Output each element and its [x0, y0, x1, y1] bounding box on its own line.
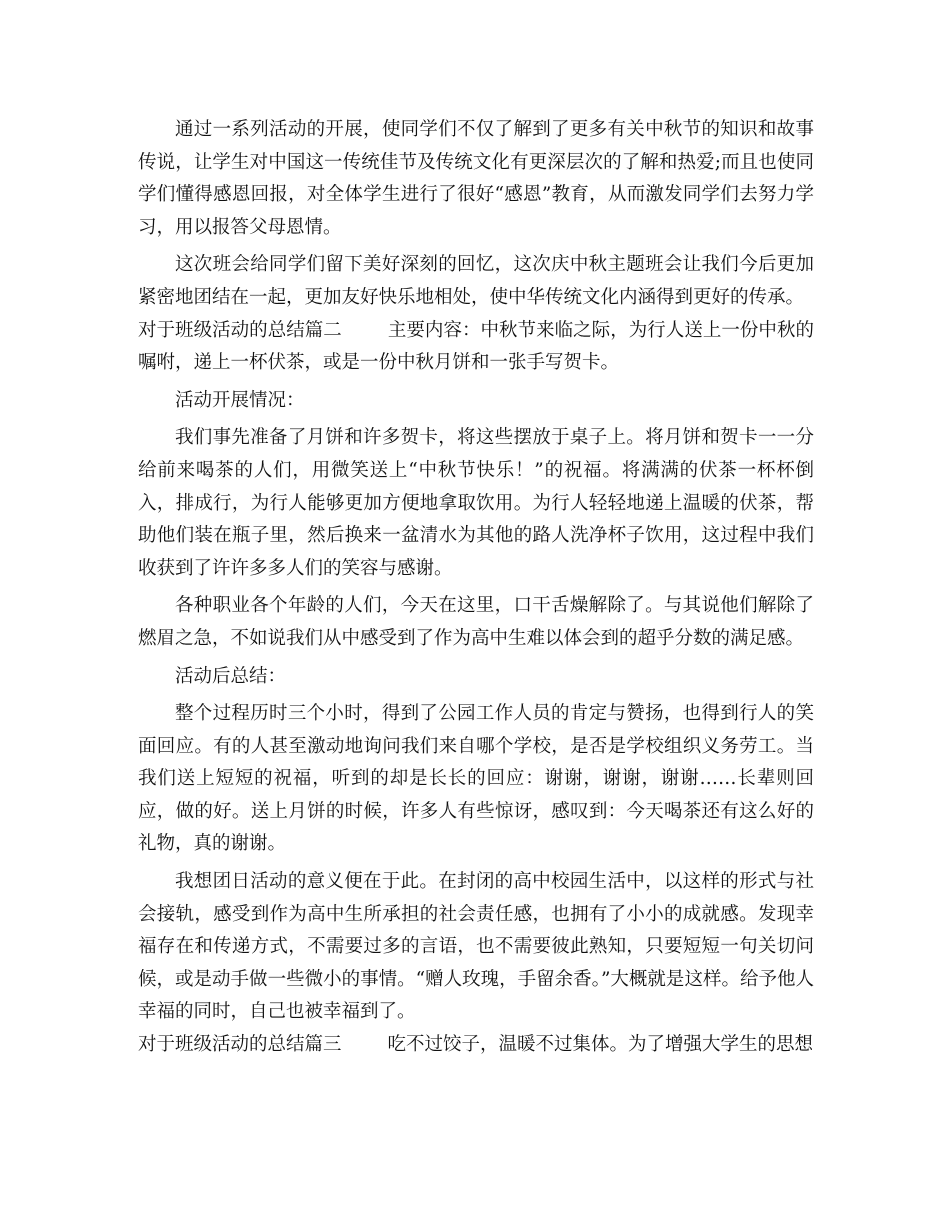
paragraph-process: 整个过程历时三个小时，得到了公园工作人员的肯定与赞扬，也得到行人的笑面回应。有的人甚至激动地询问我们来自哪个学校，是否是学校组织义务劳工。当我们送上短短的祝福，听到的却是长长的回应：谢谢，谢谢，谢谢……长辈则回应，做的好。送上月饼的时候，许多人有些惊讶，感叹到：今天喝茶还有这么好的礼物，真的谢谢。	[138, 703, 814, 855]
section-three-text: 吃不过饺子，温暖不过集体。为了增强大学生的思想	[387, 1034, 814, 1056]
section-three	[138, 1029, 814, 1062]
subheading-after-activity: 活动后总结：	[175, 665, 287, 687]
paragraph-people: 各种职业各个年龄的人们，今天在这里，口干舌燥解除了。与其说他们解除了燃眉之急，不如说我们从中感受到了作为高中生难以体会到的超乎分数的满足感。	[138, 595, 814, 649]
paragraph-class-meeting: 这次班会给同学们留下美好深刻的回忆，这次庆中秋主题班会让我们今后更加紧密地团结在一起，更加友好快乐地相处，使中华传统文化内涵得到更好的传承。	[138, 254, 814, 308]
section-two-title: 对于班级活动的总结篇二	[138, 319, 342, 341]
subheading-activity-status: 活动开展情况：	[175, 389, 305, 411]
paragraph-preparation: 我们事先准备了月饼和许多贺卡，将这些摆放于桌子上。将月饼和贺卡一一分给前来喝茶的人们，用微笑送上“中秋节快乐！”的祝福。将满满的伏茶一杯杯倒入，排成行，为行人能够更加方便地拿取饮用。为行人轻轻地递上温暖的伏茶，帮助他们装在瓶子里，然后换来一盆清水为其他的路人洗净杯子饮用，这过程中我们收获到了许许多多人们的笑容与感谢。	[138, 427, 814, 579]
document-body	[138, 114, 814, 1062]
section-two	[138, 315, 814, 380]
paragraph-meaning: 我想团日活动的意义便在于此。在封闭的高中校园生活中，以这样的形式与社会接轨，感受到作为高中生所承担的社会责任感，也拥有了小小的成就感。发现幸福存在和传递方式，不需要过多的言语，也不需要彼此熟知，只要短短一句关切问候，或是动手做一些微小的事情。“赠人玫瑰，手留余香。”大概就是这样。给予他人幸福的同时，自己也被幸福到了。	[138, 871, 814, 1023]
section-three-title: 对于班级活动的总结篇三	[138, 1034, 342, 1056]
section-two-text: 主要内容：中秋节来临之际，为行人送上一份中秋的嘱咐，递上一杯伏茶，或是一份中秋月饼和一张手写贺卡。	[138, 319, 814, 374]
paragraph-activity-summary: 通过一系列活动的开展，使同学们不仅了解到了更多有关中秋节的知识和故事传说，让学生对中国这一传统佳节及传统文化有更深层次的了解和热爱;而且也使同学们懂得感恩回报，对全体学生进行了很好“感恩”教育，从而激发同学们去努力学习，用以报答父母恩情。	[138, 119, 814, 238]
